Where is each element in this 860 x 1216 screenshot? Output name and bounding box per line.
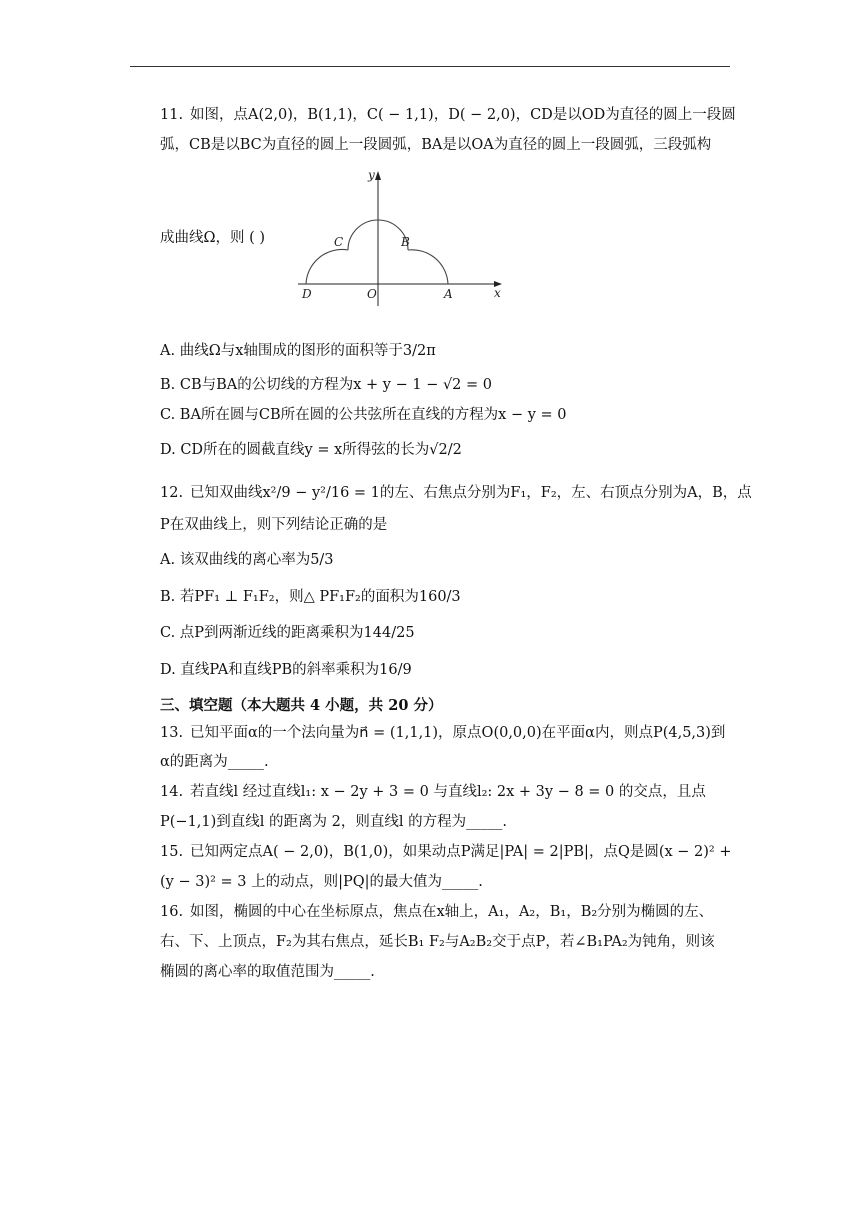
q11-option-b: B. CB与BA的公切线的方程为x + y − 1 − √2 = 0 (160, 377, 493, 393)
section-fill-in-heading: 三、填空题（本大题共 4 小题，共 20 分） (160, 697, 443, 714)
q13-number: 13. (160, 725, 184, 741)
q16-line3: 椭圆的离心率的取值范围为_____. (160, 964, 375, 980)
arc-cd (306, 249, 348, 284)
label-o: O (367, 287, 377, 301)
q16-line2: 右、下、上顶点，F₂为其右焦点，延长B₁ F₂与A₂B₂交于点P，若∠B₁PA₂为钝角，则该 (160, 934, 715, 950)
q14-number: 14. (160, 784, 184, 800)
q14-line1 (130, 782, 730, 802)
q11-option-a: A. 曲线Ω与x轴围成的图形的面积等于3/2π (160, 343, 436, 359)
q11-text1: 如图，点A(2,0)，B(1,1)，C( − 1,1)，D( − 2,0)，CD是以OD为直径的圆上一段圆 (190, 107, 736, 123)
q13-text1: 已知平面α的一个法向量为n⃗ = (1,1,1)，原点O(0,0,0)在平面α内，则点P(4,5,3)到 (190, 725, 726, 741)
q13-line2: α的距离为_____. (160, 754, 269, 770)
label-c: C (334, 235, 344, 249)
arc-ba (408, 250, 448, 284)
q14-text1: 若直线l 经过直线l₁: x − 2y + 3 = 0 与直线l₂: 2x + 3y − 8 = 0 的交点，且点 (190, 784, 706, 800)
q11-number: 11. (160, 107, 184, 123)
q11-option-c: C. BA所在圆与CB所在圆的公共弦所在直线的方程为x − y = 0 (160, 407, 567, 423)
q15-line2: (y − 3)² = 3 上的动点，则|PQ|的最大值为_____. (160, 874, 483, 890)
label-x: x (494, 286, 501, 300)
q11-option-d: D. CD所在的圆截直线y = x所得弦的长为√2/2 (160, 442, 462, 458)
q12-option-c: C. 点P到两渐近线的距离乘积为144/25 (160, 625, 415, 641)
label-a: A (444, 287, 453, 301)
y-axis-arrow-icon (375, 171, 381, 180)
label-b: B (401, 235, 410, 249)
q11-curve-figure (298, 166, 508, 306)
q16-line1 (130, 902, 730, 922)
q16-text1: 如图，椭圆的中心在坐标原点，焦点在x轴上，A₁，A₂，B₁，B₂分别为椭圆的左、 (190, 904, 714, 920)
q12-line1 (130, 483, 752, 503)
q12-text1: 已知双曲线x²/9 − y²/16 = 1的左、右焦点分别为F₁，F₂，左、右顶点分别为A，B，点 (190, 485, 752, 501)
q11-line1 (130, 105, 736, 125)
q11-line3: 成曲线Ω，则 ( ) (160, 230, 266, 246)
label-y: y (368, 168, 375, 182)
q15-line1 (130, 842, 730, 862)
q14-line2: P(−1,1)到直线l 的距离为 2，则直线l 的方程为_____. (160, 814, 507, 830)
q16-number: 16. (160, 904, 184, 920)
q12-option-a: A. 该双曲线的离心率为5/3 (160, 552, 334, 568)
label-d: D (302, 287, 312, 301)
q11-line2: 弧，CB是以BC为直径的圆上一段圆弧，BA是以OA为直径的圆上一段圆弧，三段弧构 (160, 137, 712, 153)
q13-line1 (130, 723, 730, 743)
q12-option-d: D. 直线PA和直线PB的斜率乘积为16/9 (160, 662, 412, 678)
q12-option-b: B. 若PF₁ ⊥ F₁F₂，则△ PF₁F₂的面积为160/3 (160, 589, 461, 605)
q12-number: 12. (160, 485, 184, 501)
q15-text1: 已知两定点A( − 2,0)，B(1,0)，如果动点P满足|PA| = 2|PB|，点Q是圆(x − 2)² + (190, 844, 732, 860)
q12-line2: P在双曲线上，则下列结论正确的是 (160, 517, 388, 533)
header-rule (130, 66, 730, 67)
q15-number: 15. (160, 844, 184, 860)
